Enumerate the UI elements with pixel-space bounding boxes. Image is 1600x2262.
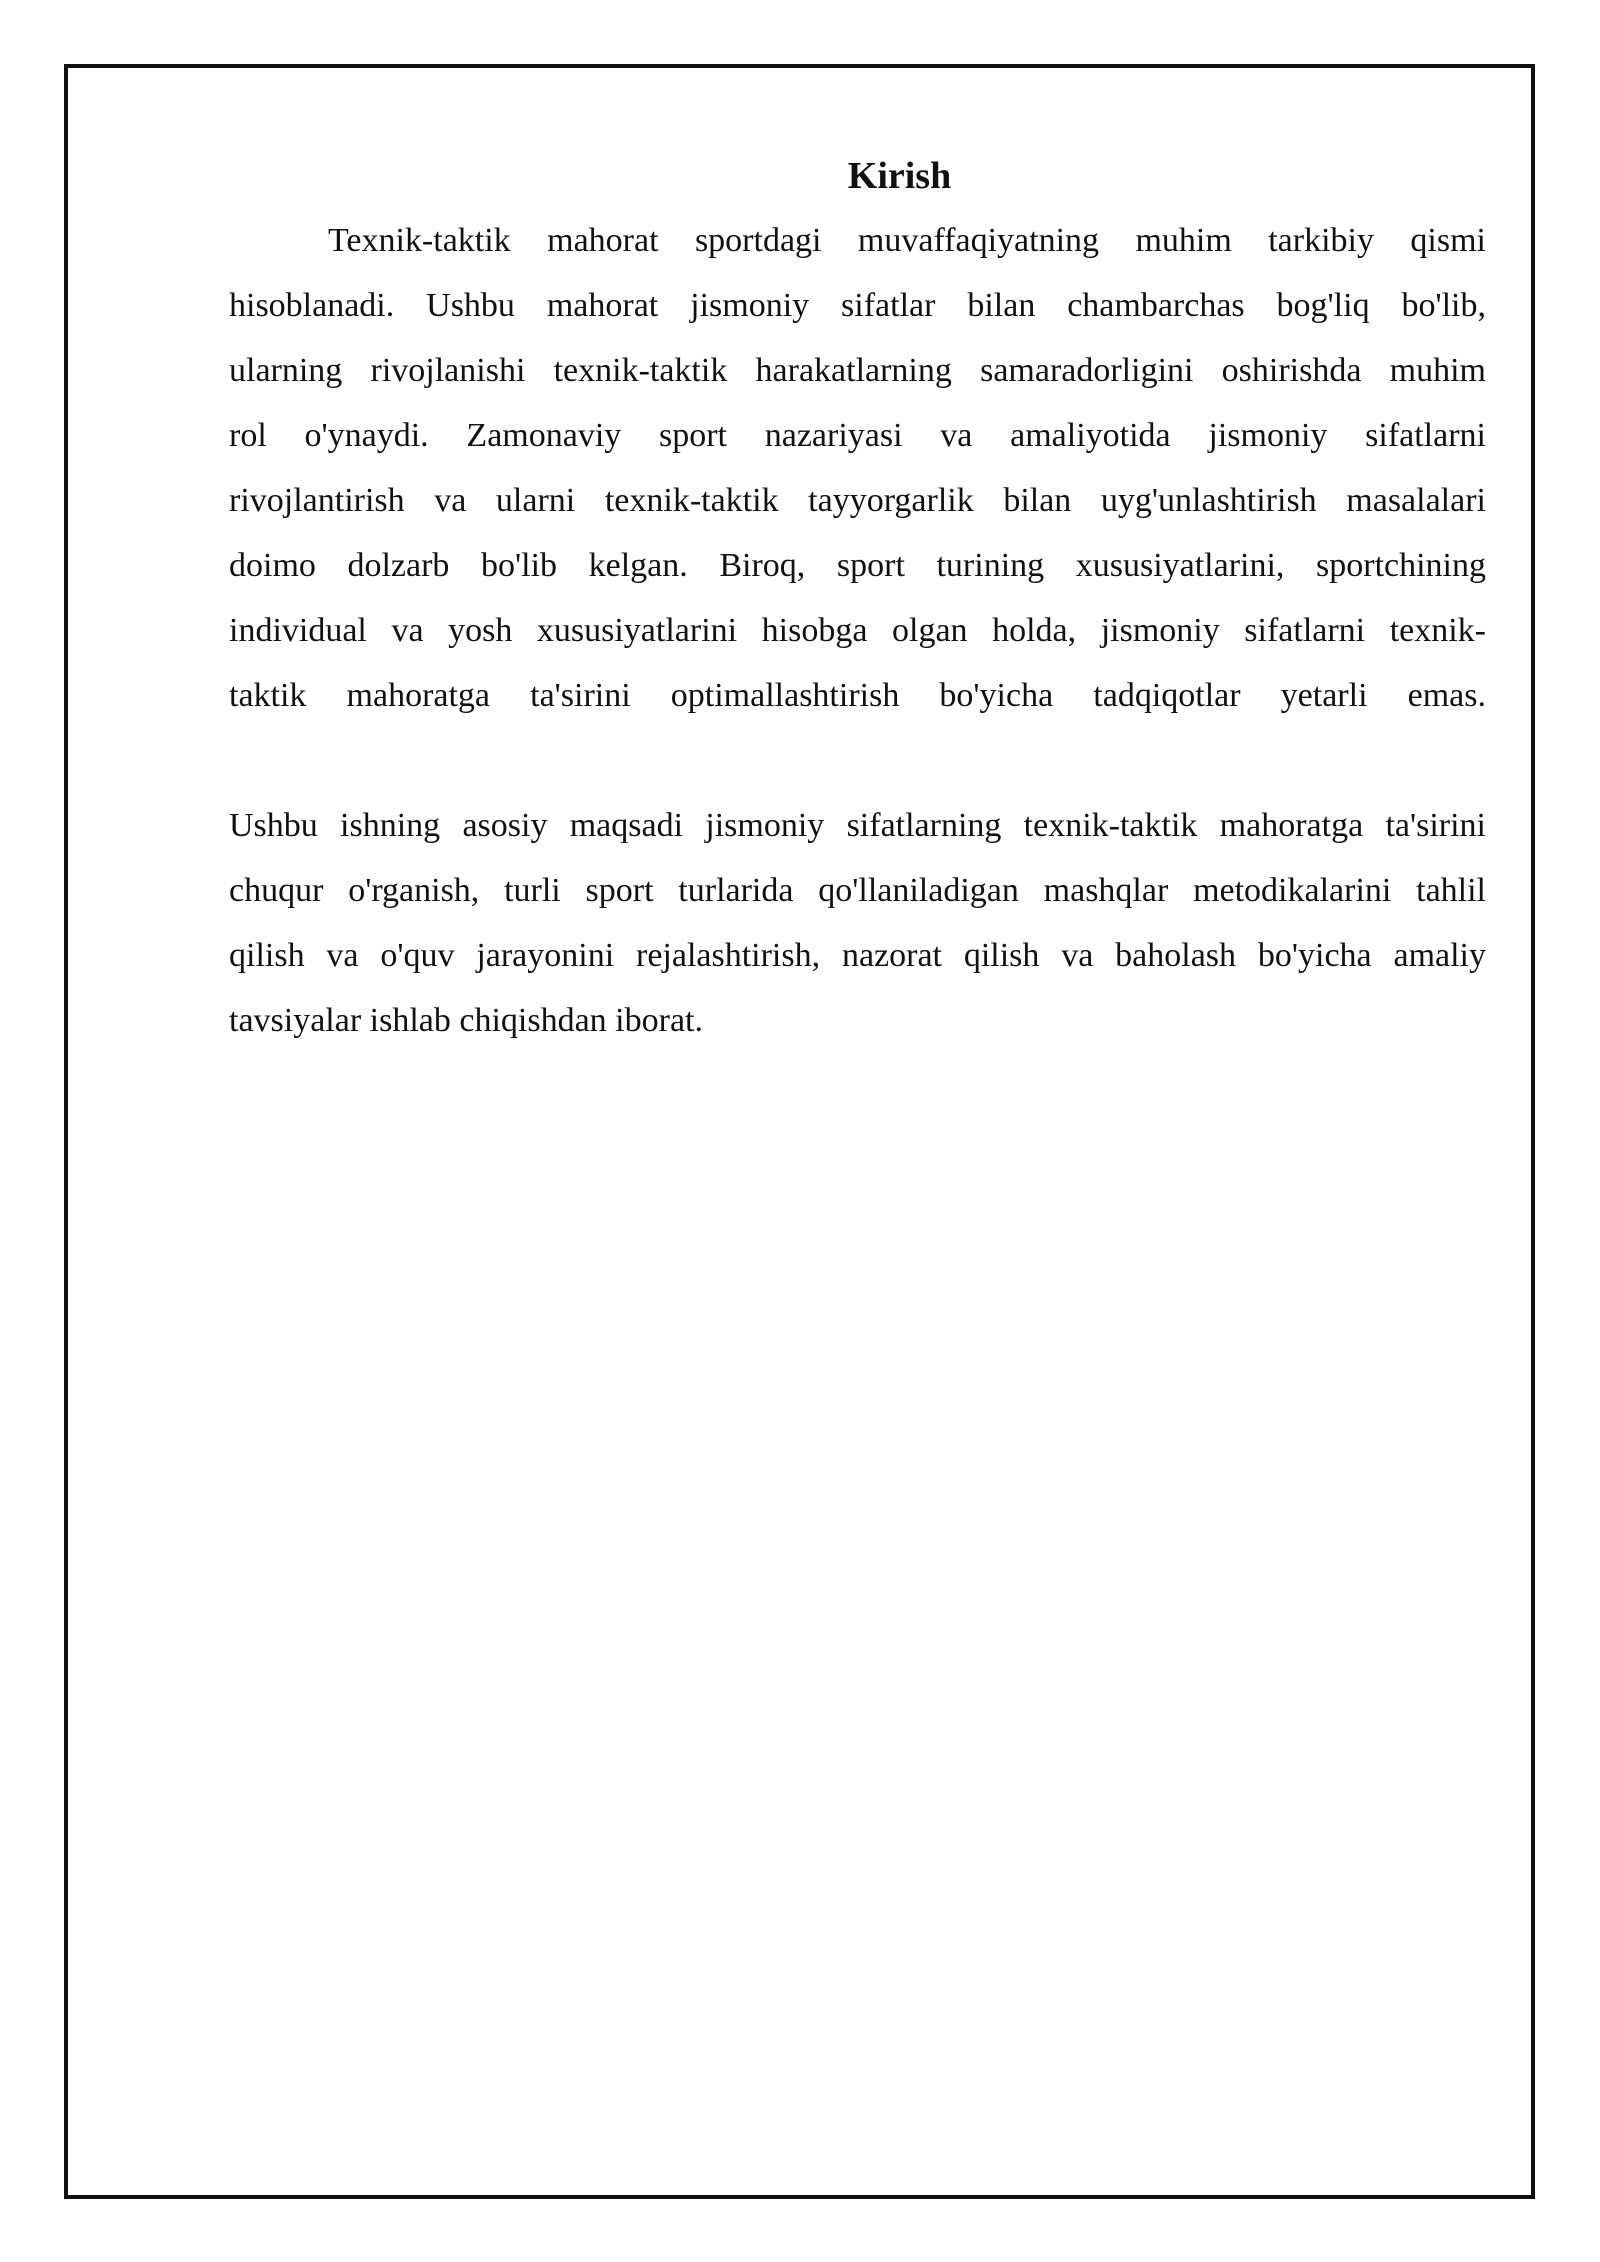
paragraph-1-line: doimo dolzarb bo'lib kelgan. Biroq, sport turining xususiyatlarini, sportchining — [229, 547, 1486, 584]
document-body — [229, 144, 1486, 1053]
paragraph-1-line: rivojlantirish va ularni texnik-taktik tayyorgarlik bilan uyg'unlashtirish masalalari — [229, 482, 1486, 519]
paragraph-1-line: Texnik-taktik mahorat sportdagi muvaffaqiyatning muhim tarkibiy qismi — [328, 222, 1486, 259]
paragraph-1-line: taktik mahoratga ta'sirini optimallashtirish bo'yicha tadqiqotlar yetarli emas. — [229, 677, 1486, 714]
page-title: Kirish — [847, 155, 952, 197]
paragraph-2 — [229, 793, 1486, 1053]
paragraph-1-line: ularning rivojlanishi texnik-taktik harakatlarning samaradorligini oshirishda muhim — [229, 352, 1486, 389]
paragraph-2-line: chuqur o'rganish, turli sport turlarida qo'llaniladigan mashqlar metodikalarini tahlil — [229, 872, 1486, 909]
paragraph-1-line: individual va yosh xususiyatlarini hisobga olgan holda, jismoniy sifatlarni texnik- — [229, 612, 1486, 649]
paragraph-2-line: qilish va o'quv jarayonini rejalashtirish, nazorat qilish va baholash bo'yicha amaliy — [229, 937, 1486, 974]
paragraph-2-line: Ushbu ishning asosiy maqsadi jismoniy sifatlarning texnik-taktik mahoratga ta'sirini — [229, 807, 1486, 844]
paragraph-1-line: rol o'ynaydi. Zamonaviy sport nazariyasi va amaliyotida jismoniy sifatlarni — [229, 417, 1486, 454]
paragraph-1-line: hisoblanadi. Ushbu mahorat jismoniy sifatlar bilan chambarchas bog'liq bo'lib, — [229, 287, 1486, 324]
paragraph-1 — [229, 208, 1486, 728]
paragraph-2-line: tavsiyalar ishlab chiqishdan iborat. — [229, 1002, 703, 1039]
